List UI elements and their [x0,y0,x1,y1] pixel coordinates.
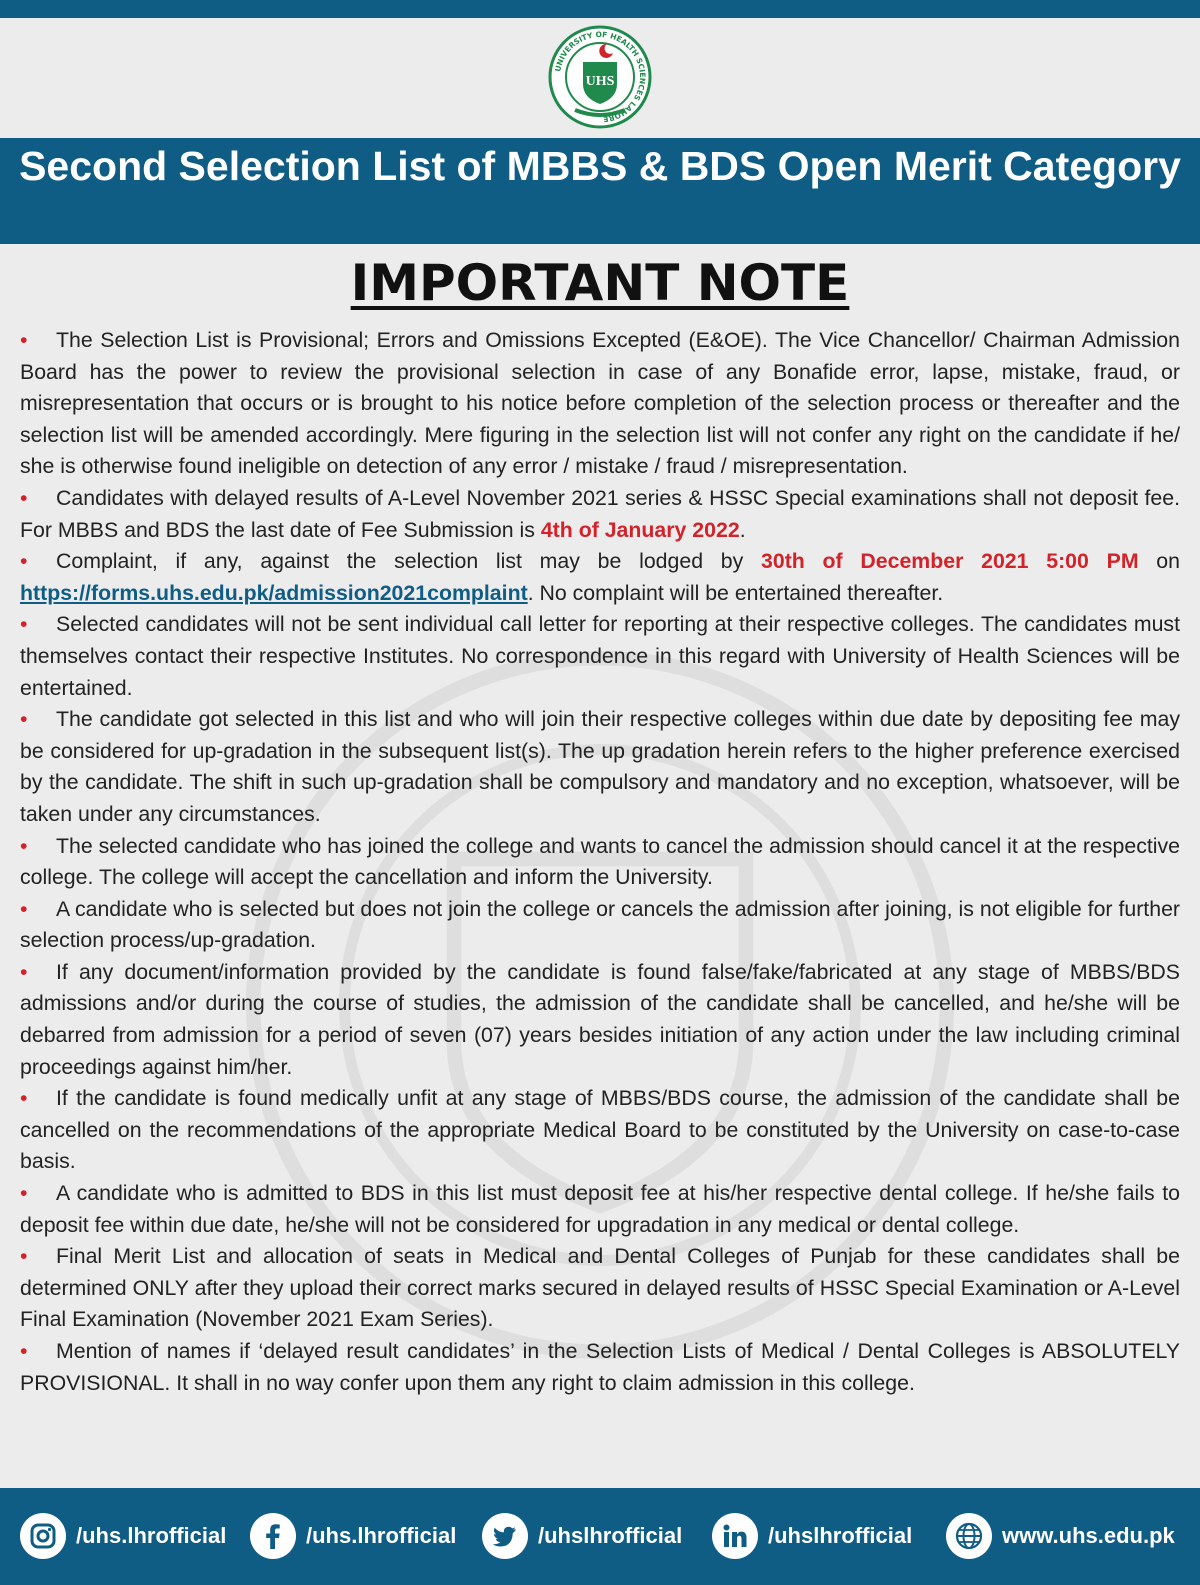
complaint-link[interactable]: https://forms.uhs.edu.pk/admission2021complaint [20,580,528,605]
facebook-icon [250,1513,296,1559]
bullet-icon: • [20,1181,28,1206]
uhs-logo [545,22,655,132]
page-title: Second Selection List of MBBS & BDS Open Merit Category [19,143,1181,189]
bullet-icon: • [20,1339,28,1363]
list-item: • Mention of names if ‘delayed result candidates’ in the Selection Lists of Medical / Dental Colleges is ABSOLUTELY PROVISIONAL. It shall in no way confer upon them any right to claim admission in this college. [20,1336,1180,1399]
list-item: • If the candidate is found medically unfit at any stage of MBBS/BDS course, the admission of the candidate shall be cancelled on the recommendations of the appropriate Medical Board to be constituted by the University on case-to-case basis. [20,1083,1180,1178]
linkedin-handle: /uhslhrofficial [768,1523,913,1548]
linkedin-link[interactable] [712,1513,912,1559]
list-item: • Candidates with delayed results of A-Level November 2021 series & HSSC Special examinations shall not deposit fee. For MBBS and BDS the last date of Fee Submission is 4th of January 2022. [20,483,1180,546]
twitter-icon [482,1513,528,1559]
instagram-handle: /uhs.lhrofficial [76,1523,227,1548]
social-footer [0,1488,1200,1585]
list-item: • Selected candidates will not be sent individual call letter for reporting at their respective colleges. The candidates must themselves contact their respective Institutes. No correspondence in this regard with University of Health Sciences will be entertained. [20,609,1180,704]
logo-text: UHS [585,74,615,89]
twitter-handle: /uhslhrofficial [538,1523,683,1548]
bullet-icon: • [20,485,28,510]
list-item: • If any document/information provided by the candidate is found false/fake/fabricated at any stage of MBBS/BDS admissions and/or during the course of studies, the admission of the candidate shall be cancelled, and he/she will be debarred from admission for a period of seven (07) years besides initiation of any action under the law including criminal proceedings against him/her. [20,957,1180,1083]
list-item: • The candidate got selected in this list and who will join their respective colleges within due date by depositing fee may be considered for up-gradation in the subsequent list(s). The up gradation herein refers to the higher preference exercised by the candidate. The shift in such up-gradation shall be compulsory and mandatory and no exception, whatsoever, will be taken under any circumstances. [20,704,1180,830]
bullet-icon: • [20,328,28,352]
bullet-icon: • [20,833,28,858]
instagram-icon [20,1513,66,1559]
list-item: • Complaint, if any, against the selection list may be lodged by 30th of December 2021 5:00 PM on https://forms.uhs.edu.pk/admission2021complaint. No complaint will be entertained thereafter. [20,546,1180,609]
top-bar [0,0,1200,18]
website-url: www.uhs.edu.pk [1002,1523,1175,1548]
website-link[interactable] [946,1513,1175,1559]
list-item: • A candidate who is admitted to BDS in this list must deposit fee at his/her respective dental college. If he/she fails to deposit fee within due date, he/she will not be considered for upgradation in any medical or dental college. [20,1178,1180,1241]
bullet-icon: • [20,1086,28,1111]
complaint-deadline: 30th of December 2021 5:00 PM [761,549,1139,574]
bullet-icon: • [20,896,28,921]
bullet-icon: • [20,1244,28,1269]
facebook-link[interactable] [250,1513,456,1559]
twitter-link[interactable] [482,1513,682,1559]
instagram-link[interactable] [20,1513,226,1559]
bullet-icon: • [20,549,28,574]
bullet-icon: • [20,959,28,984]
notes-list [20,325,1180,1399]
list-item: • The Selection List is Provisional; Errors and Omissions Excepted (E&OE). The Vice Chancellor/ Chairman Admission Board has the power to review the provisional selection in case of any Bonafide error, lapse, mistake, fraud, or misrepresentation that occurs or is brought to his notice before completion of the selection process or thereafter and the selection list will be amended accordingly. Mere figuring in the selection list will not confer any right on the candidate if he/ she is otherwise found ineligible on detection of any error / mistake / fraud / misrepresentation. [20,325,1180,483]
list-item: • The selected candidate who has joined the college and wants to cancel the admission should cancel it at the respective college. The college will accept the cancellation and inform the University. [20,831,1180,894]
bullet-icon: • [20,612,28,637]
fee-deadline: 4th of January 2022 [540,517,740,542]
logo-ring-text: UNIVERSITY OF HEALTH SCIENCES LAHORE [553,29,648,124]
list-item: • Final Merit List and allocation of seats in Medical and Dental Colleges of Punjab for these candidates shall be determined ONLY after they upload their correct marks secured in delayed results of HSSC Special Examination or A-Level Final Examination (November 2021 Exam Series). [20,1241,1180,1336]
important-note-heading: IMPORTANT NOTE [350,254,850,312]
list-item: • A candidate who is selected but does not join the college or cancels the admission after joining, is not eligible for further selection process/up-gradation. [20,894,1180,957]
page-title-band [0,138,1200,244]
globe-icon [946,1513,992,1559]
bullet-icon: • [20,707,28,732]
linkedin-icon [712,1513,758,1559]
facebook-handle: /uhs.lhrofficial [306,1523,457,1548]
